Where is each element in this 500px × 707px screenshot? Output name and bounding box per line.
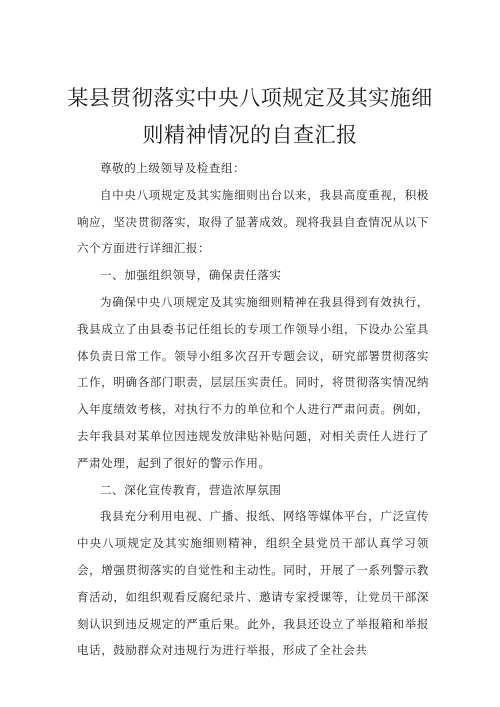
intro-paragraph: 自中央八项规定及其实施细则出台以来，我县高度重视，积极响应，坚决贯彻落实，取得了显著成效。现将我县自查情况从以下六个方面进行详细汇报：: [77, 187, 429, 256]
document-body: [77, 155, 429, 664]
document-title-line-2: 则精神情况的自查汇报: [142, 123, 358, 147]
section-2-heading: 二、深化宣传教育，营造浓厚氛围: [100, 482, 282, 497]
section-1-heading: 一、加强组织领导，确保责任落实: [100, 268, 282, 283]
section-1-paragraph: 为确保中央八项规定及其实施细则精神在我县得到有效执行，我县成立了由县委书记任组长的专项工作领导小组，下设办公室具体负责日常工作。领导小组多次召开专题会议，研究部署贯彻落实工作，明确各部门职责，层层压实责任。同时，将贯彻落实情况纳入年度绩效考核，对执行不力的单位和个人进行严肃问责。例如，去年我县对某单位因违规发放津贴补贴问题，对相关责任人进行了严肃处理，起到了很好的警示作用。: [77, 294, 429, 470]
salutation: 尊敬的上级领导及检查组：: [100, 161, 246, 175]
section-2-paragraph: 我县充分利用电视、广播、报纸、网络等媒体平台，广泛宣传中央八项规定及其实施细则精神，组织全县党员干部认真学习领会，增强贯彻落实的自觉性和主动性。同时，开展了一系列警示教育活动，如组织观看反腐纪录片、邀请专家授课等，让党员干部深刻认识到违反规定的严重后果。此外，我县还设立了举报箱和举报电话，鼓励群众对违规行为进行举报，形成了全社会共: [77, 509, 429, 658]
document-title-line-1: 某县贯彻落实中央八项规定及其实施细: [67, 86, 433, 110]
